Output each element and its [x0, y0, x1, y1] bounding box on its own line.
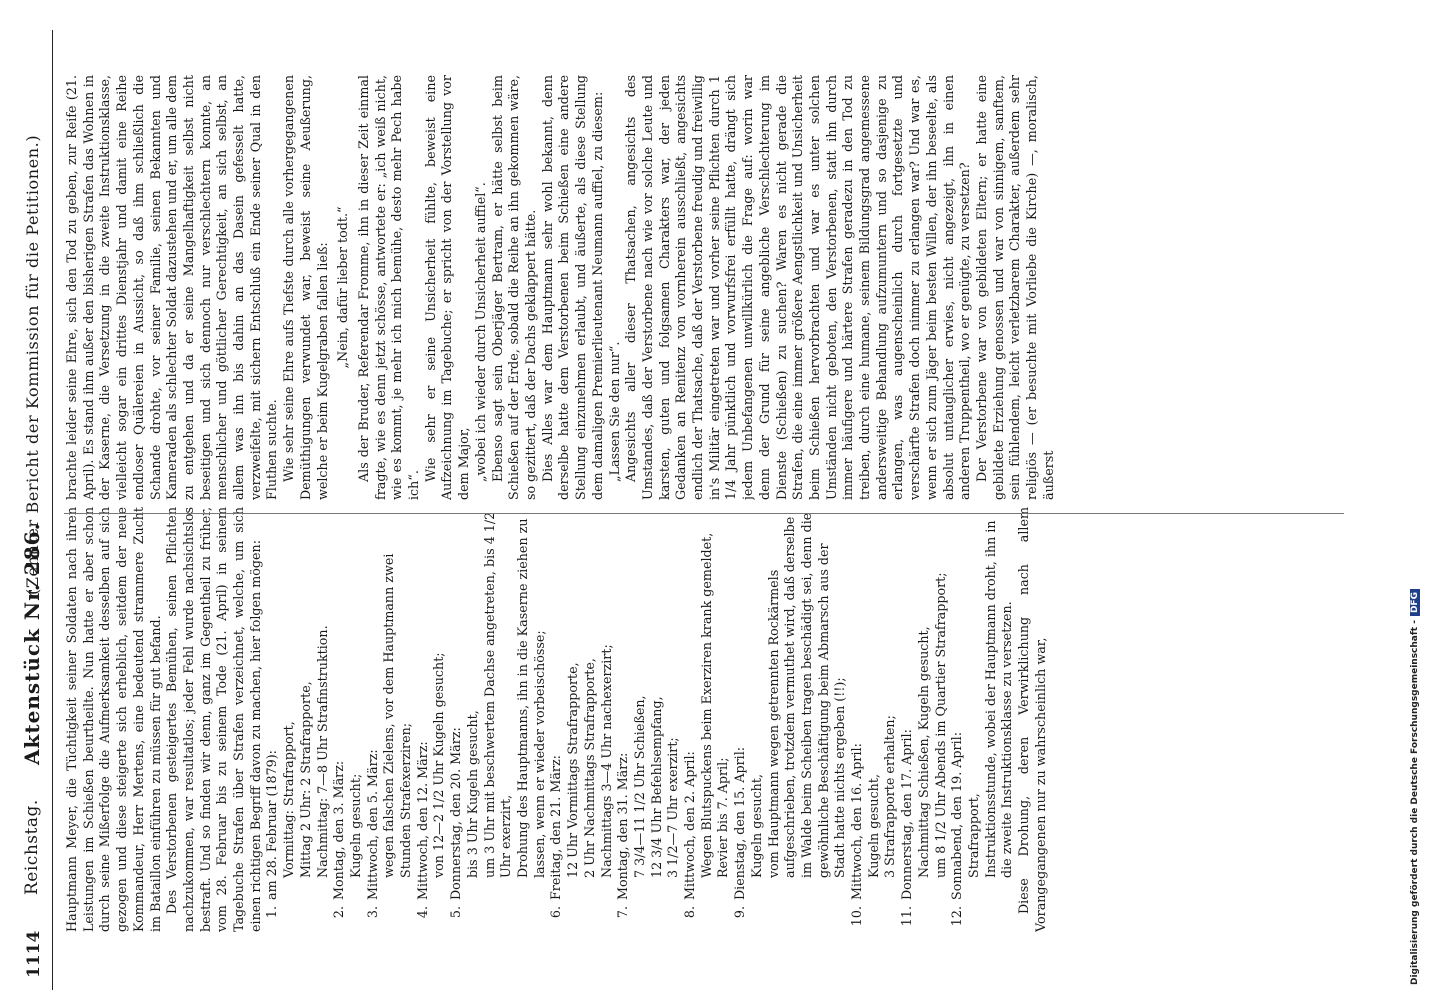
quotation: „Nein, dafür lieber todt.“	[335, 206, 351, 369]
entry-date: Donnerstag, den 17. April:	[899, 729, 915, 900]
entry-detail: Revier bis 7. April;	[715, 757, 731, 878]
entry-detail: Strafrapport,	[965, 793, 981, 878]
entry-detail: von 12—2 1/2 Uhr Kugeln gesucht;	[431, 652, 447, 878]
entry-body	[732, 507, 849, 900]
entry-body	[682, 507, 732, 900]
entry-detail: 3 Strafrapporte erhalten;	[882, 715, 898, 878]
entry-date: Dienstag, den 15. April:	[732, 746, 748, 900]
entry-detail: Drohung des Hauptmanns, ihn in die Kaserne ziehen zu lassen, wenn er wieder vorbeischösse;	[514, 518, 547, 878]
entry-detail: Vormittag: Strafrapport,	[281, 721, 297, 878]
body-paragraph: Wie sehr er seine Unsicherheit fühlte, beweist eine Aufzeichnung im Tagebuche; er spricht von der Vorstellung vor dem Major,	[422, 75, 472, 500]
credit-text: Digitalisierung gefördert durch die Deutsche Forschungsgemeinschaft -	[1410, 620, 1420, 985]
body-paragraph: Angesichts aller dieser Thatsachen, angesichts des Umstandes, daß der Verstorbene nach wie vor solche Leute und karsten, guten und folgsamen Charakters war, der jeden Gedanken an Renitenz von vornherein ausschließt, angesichts endlich der Thatsache, daß der Verstorbene freudig und freiwillig in's Militär eingetreten war und vorher seine Pflichten durch 1 1/4 Jahr pünktlich und vorwurfsfrei erfüllt hatte, drängt sich jedem Unbefangenen unwillkürlich die Frage auf: worin war denn der Grund für seine angebliche Verschlechterung im Dienste (Schießen) zu suchen? Waren es nicht gerade die Strafen, die eine immer größere Aengstlichkeit und Unsicherheit beim Schießen hervorbrachten und war es unter solchen Umständen nicht geboten, den Verstorbenen, statt ihn durch immer häufigere und härtere Strafen geradezu in den Tod zu treiben, durch eine humane, seinem Bildungsgrad angemessene andersweitige Behandlung aufzumuntern und so dasjenige zu erlangen, was augenscheinlich durch fortgesetzte und verschärfte Strafen doch nimmer zu erlangen war? Und war es, wenn er sich zum Jäger beim besten Willen, der ihn beseelte, als absolut untauglicher erwies, nicht angezeigt, ihn in einen anderen Truppentheil, wo er genügte, zu versetzen?	[623, 75, 973, 500]
entry-number: 8.	[682, 906, 698, 919]
entry-number: 7.	[615, 906, 631, 919]
entry-detail: vom Hauptmann wegen getrennten Rockärmels aufgeschrieben, trotzdem vermuthet wird, daß derselbe im Walde beim Scheiben tragen beschädigt sei, denn die gewöhnliche Beschäftigung beim Abmarsch aus der Stadt hatte nichts ergeben (!!);	[765, 512, 848, 878]
penalty-entry	[732, 507, 849, 932]
entry-date: Mittwoch, den 5. März:	[364, 749, 380, 900]
quotation: „wobei ich wieder durch Unsicherheit auffiel“.	[472, 182, 488, 482]
entry-number: 10.	[849, 906, 865, 927]
left-column	[64, 507, 1334, 932]
penalty-list	[264, 507, 1016, 932]
penalty-entry	[365, 507, 415, 932]
intro-paragraph: Hauptmann Meyer, die Tüchtigkeit seiner Soldaten nach ihren Leistungen im Schießen beurtheilte. Nun hatte er aber schon durch seine Mißerfolge die Aufmerksamkeit desselben auf sich gezogen und diese steigerte sich erheblich, seitdem der neue Kommandeur, Herr Mertens, eine bedeutend strammere Zucht im Bataillon einführen zu müssen für gut befand.	[64, 507, 163, 932]
entry-detail: wegen falschen Zielens, vor dem Hauptmann zwei Stunden Strafexerziren;	[381, 553, 414, 878]
entry-body	[264, 507, 331, 900]
entry-number: 6.	[548, 906, 564, 919]
entry-body	[415, 507, 448, 900]
entry-body	[899, 507, 949, 900]
digitization-credit	[1410, 5, 1420, 985]
right-column	[64, 75, 1334, 500]
column-divider	[64, 513, 1344, 514]
entry-detail: Instruktionsstunde, wobei der Hauptmann droht, ihn in die zweite Instruktionsklasse zu versetzen.	[982, 520, 1015, 878]
document-page	[8, 30, 1388, 990]
entry-body	[548, 507, 615, 900]
body-paragraph: Der Verstorbene war von gebildeten Eltern; er hatte eine gebildete Erziehung genossen und war von sinnigem, sanftem, sein fühlendem, leicht verletzbarem Charakter, außerdem sehr religiös — (er besuchte mit Vorliebe die Kirche) —, moralisch, äußerst	[973, 75, 1056, 500]
entry-date: Sonnabend, den 19. April:	[949, 731, 965, 900]
entry-detail: Mittag 2 Uhr: 2 Strafrapporte,	[297, 681, 313, 878]
closing-paragraph: Diese Drohung, deren Verwirklichung nach allem Vorangegangenen nur zu wahrscheinlich war,	[1016, 507, 1048, 932]
entry-date: Donnerstag, den 20. März:	[448, 727, 464, 900]
body-paragraph: Des Verstorbenen gesteigertes Bemühen, seinen Pflichten nachzukommen, war resultatlos; jeder Fehl wurde nachsichtslos bestraft. Und so finden wir denn, ganz im Gegentheil zu früher, vom 28. Februar bis zu seinem Tode (21. April) in seinem Tagebuche Strafen über Strafen verzeichnet, welche, um sich einen richtigen Begriff davon zu machen, hier folgen mögen:	[164, 507, 263, 932]
entry-body	[949, 507, 1016, 900]
entry-body	[365, 507, 415, 900]
entry-detail: 7 3/4—11 1/2 Uhr Schießen,	[631, 695, 647, 878]
entry-body	[448, 507, 548, 900]
penalty-entry	[448, 507, 548, 932]
document-number: Aktenstück Nr. 286.	[20, 522, 44, 765]
entry-detail: 12 3/4 Uhr Befehlsempfang,	[648, 696, 664, 878]
entry-number: 2.	[331, 906, 347, 919]
dfg-logo: DFG	[1410, 589, 1420, 616]
entry-number: 11.	[899, 906, 915, 927]
body-paragraph: Dies Alles war dem Hauptmann sehr wohl bekannt, denn derselbe hatte dem Verstorbenen beim Schießen eine andere Stellung einzunehmen erlaubt, und äußerte, als diese Stellung dem damaligen Premierlieutenant Neumann auffiel, zu diesem:	[539, 75, 605, 500]
body-paragraph: Als der Bruder, Referendar Fromme, ihn in dieser Zeit einmal fragte, wie es denn jetzt schösse, antwortete er: „ich weiß nicht, wie es kommt, je mehr ich mich bemühe, desto mehr Pech habe ich“.	[355, 75, 422, 500]
entry-detail: 2 Uhr Nachmittags Strafrapporte,	[581, 658, 597, 878]
entry-detail: um 3 Uhr mit beschwertem Dachse angetreten, bis 4 1/2 Uhr exerzirt,	[481, 511, 514, 878]
entry-body	[331, 507, 364, 900]
entry-number: 4.	[414, 906, 430, 919]
entry-date: Montag, den 3. März:	[331, 760, 347, 900]
entry-number: 12.	[949, 906, 965, 927]
running-head-left: Reichstag.	[22, 799, 42, 895]
entry-detail: Kugeln gesucht,	[865, 774, 881, 878]
entry-number: 5.	[448, 906, 464, 919]
penalty-entry	[415, 507, 448, 932]
entry-detail: Nachmittags 3—4 Uhr nachexerzirt;	[598, 644, 614, 878]
penalty-entry	[331, 507, 364, 932]
page-header	[18, 30, 53, 990]
entry-date: Freitag, den 21. März:	[548, 755, 564, 900]
page-number: 1114	[24, 930, 44, 978]
penalty-entry	[949, 507, 1016, 932]
entry-date: Mittwoch, den 2. April:	[682, 751, 698, 900]
entry-number: 9.	[732, 906, 748, 919]
entry-date: Mittwoch, den 12. März:	[414, 741, 430, 900]
penalty-entry	[615, 507, 682, 932]
penalty-entry	[899, 507, 949, 932]
entry-detail: um 8 1/2 Uhr Abends im Quartier Strafrapport;	[932, 572, 948, 878]
penalty-entry	[682, 507, 732, 932]
entry-detail: Kugeln gesucht;	[347, 773, 363, 878]
body-paragraph: brachte leider seine Ehre, sich den Tod zu geben, zur Reife (21. April). Es stand ihm außer den bisherigen Strafen das Wohnen in der Kaserne, die Versetzung in die zweite Instruktionsklasse, vielleicht sogar ein drittes Dienstjahr und damit eine Reihe endloser Quälereien in Aussicht, so daß ihm schließlich die Schande drohte, vor seiner Familie, seinen Bekannten und Kameraden als schlechter Soldat dazustehen und er, um alle dem zu entgehen und da er seine Mangelhaftigkeit selbst nicht beseitigen und sich dennoch nur verschlechtern konnte, an menschlicher und göttlicher Gerechtigkeit, an sich selbst, an allem was ihn bis dahin an das Dasein gefesselt hatte, verzweifelte, mit sichern Entschluß ein Ende seiner Qual in den Fluthen suchte.	[64, 75, 280, 500]
quotation: „Lassen Sie den nur“.	[606, 341, 622, 482]
entry-detail: Nachmittag Schießen, Kugeln gesucht,	[915, 626, 931, 878]
entry-date: Montag, den 31. März:	[615, 752, 631, 900]
entry-body	[615, 507, 682, 900]
entry-date: Mittwoch, den 16. April:	[849, 743, 865, 900]
entry-body	[849, 507, 899, 900]
penalty-entry	[849, 507, 899, 932]
body-paragraph: Wie sehr seine Ehre aufs Tiefste durch alle vorhergegangenen Demüthigungen verwundet war, beweist seine Aeußerung, welche er beim Kugelgraben fallen ließ:	[281, 75, 330, 500]
penalty-entry	[548, 507, 615, 932]
entry-number: 3.	[364, 906, 380, 919]
entry-detail: Wegen Blutspuckens beim Exerziren krank gemeldet,	[698, 532, 714, 878]
entry-detail: Kugeln gesucht,	[748, 774, 764, 878]
entry-detail: 12 Uhr Vormittags Strafrapporte,	[565, 662, 581, 878]
entry-detail: Nachmittag: 7—8 Uhr Strafinstruktion.	[314, 625, 330, 878]
running-head-title: (Zehnter Bericht der Kommission für die Petitionen.)	[23, 134, 42, 595]
entry-detail: 3 1/2—7 Uhr exerzirt;	[665, 737, 681, 878]
body-paragraph: Ebenso sagt sein Oberjäger Bertram, er hätte selbst beim Schießen auf der Erde, sobald die Reihe an ihn gekommen wäre, so gezittert, daß der Dachs geklappert hätte.	[489, 75, 538, 500]
penalty-entry	[264, 507, 331, 932]
entry-date: am 28. Februar (1879):	[264, 750, 280, 900]
entry-number: 1.	[264, 906, 280, 919]
entry-detail: bis 3 Uhr Kugeln gesucht,	[464, 710, 480, 878]
